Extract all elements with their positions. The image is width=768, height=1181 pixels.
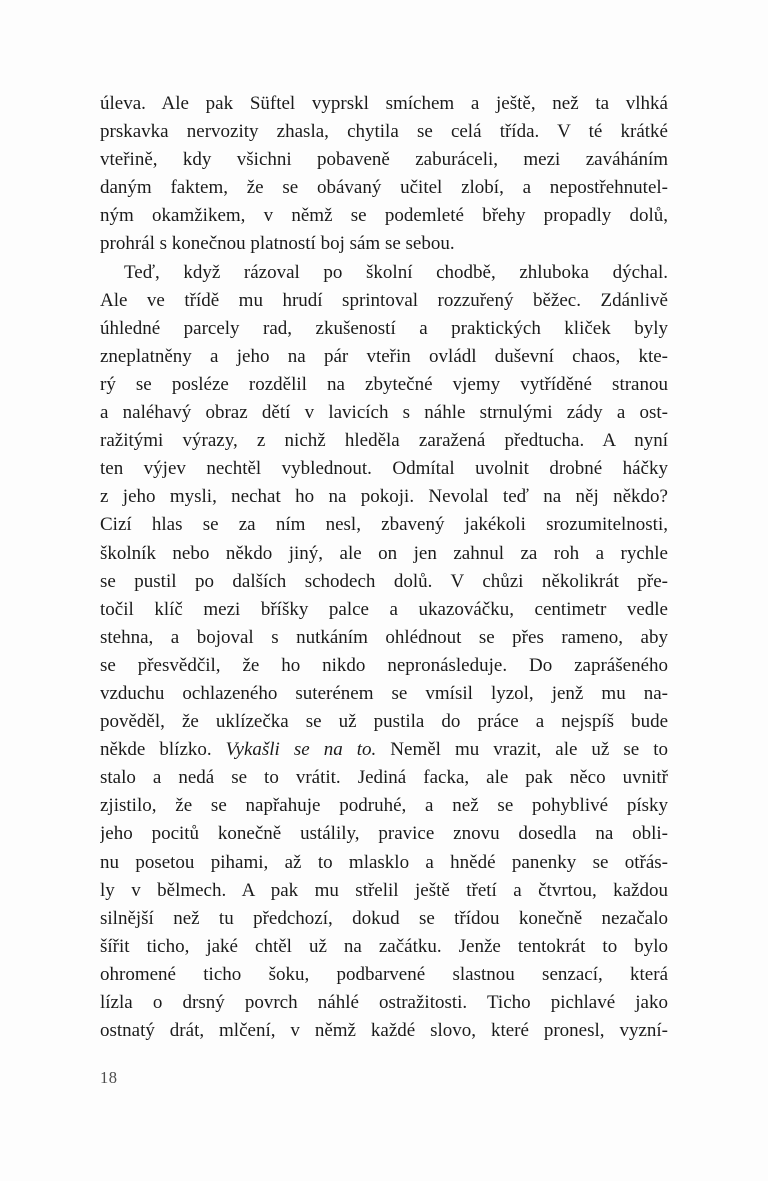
text-segment: vzduchu ochlazeného suterénem se vmísil lyzol, jenž mu na-	[100, 682, 668, 704]
text-segment: ly v bělmech. A pak mu střelil ještě třetí a čtvrtou, každou	[100, 879, 668, 901]
text-segment: lízla o drsný povrch náhlé ostražitosti. Ticho pichlavé jako	[100, 992, 668, 1013]
text-line	[100, 652, 668, 680]
text-segment: pověděl, že uklízečka se už pustila do práce a nejspíš bude	[100, 711, 668, 733]
text-segment: stehna, a bojoval s nutkáním ohlédnout se přes rameno, aby	[100, 626, 668, 648]
text-line	[100, 146, 668, 174]
text-segment: Ale ve třídě mu hrudí sprintoval rozzuřený běžec. Zdánlivě	[100, 289, 668, 311]
text-line	[100, 680, 668, 708]
text-line	[100, 764, 668, 792]
text-line	[100, 343, 668, 371]
text-segment: se přesvědčil, že ho nikdo nepronásleduje. Do zaprášeného	[100, 654, 668, 676]
text-segment-italic: Vykašli se na to.	[225, 739, 377, 761]
text-line	[100, 230, 668, 258]
text-line	[100, 287, 668, 315]
text-segment: daným faktem, že se obávaný učitel zlobí, a nepostřehnutel-	[100, 177, 668, 199]
text-line	[100, 371, 668, 399]
text-line	[100, 877, 668, 905]
text-line	[100, 399, 668, 427]
text-line	[100, 483, 668, 511]
text-segment: Neměl mu vrazit, ale už se to	[376, 739, 668, 761]
text-line	[100, 118, 668, 146]
text-line	[100, 933, 668, 961]
text-segment: točil klíč mezi bříšky palce a ukazováčku, centimetr vedle	[100, 598, 668, 620]
text-segment: rý se posléze rozdělil na zbytečné vjemy vytříděné stranou	[100, 373, 668, 395]
text-segment: ným okamžikem, v němž se podemleté břehy propadly dolů,	[100, 205, 668, 227]
text-segment: a naléhavý obraz dětí v lavicích s náhle strnulými zády a ost-	[100, 402, 668, 424]
text-line	[100, 540, 668, 568]
body-text	[100, 90, 668, 1045]
text-segment: se pustil po dalších schodech dolů. V chůzi několikrát pře-	[100, 570, 668, 592]
text-segment: úleva. Ale pak Süftel vyprskl smíchem a ještě, než ta vlhká	[100, 93, 668, 114]
text-segment: jeho pocitů konečně ustálily, pravice znovu dosedla na obli-	[100, 823, 668, 845]
text-segment: školník nebo někdo jiný, ale on jen zahnul za roh a rychle	[100, 542, 668, 564]
text-line	[100, 511, 668, 539]
text-line	[100, 905, 668, 933]
text-line	[100, 568, 668, 596]
text-segment: nu posetou pihami, až to mlasklo a hnědé panenky se otřás-	[100, 851, 668, 873]
text-segment: někde blízko.	[100, 739, 226, 761]
text-line	[100, 736, 668, 764]
text-line	[100, 792, 668, 820]
text-segment: Cizí hlas se za ním nesl, zbavený jakékoli srozumitelnosti,	[100, 514, 668, 536]
text-line	[100, 427, 668, 455]
text-line	[100, 259, 668, 287]
text-line	[100, 1017, 668, 1045]
text-segment: ostnatý drát, mlčení, v němž každé slovo, které pronesl, vyzní-	[100, 1020, 668, 1042]
text-segment: ohromené ticho šoku, podbarvené slastnou senzací, která	[100, 963, 668, 985]
paragraph	[100, 90, 668, 259]
text-line	[100, 708, 668, 736]
text-segment: vteřině, kdy všichni pobaveně zaburáceli, mezi zaváháním	[100, 149, 668, 171]
text-line	[100, 174, 668, 202]
text-segment: stalo a nedá se to vrátit. Jediná facka, ale pak něco uvnitř	[100, 767, 668, 789]
text-line	[100, 315, 668, 343]
text-line	[100, 989, 668, 1017]
text-segment: ten výjev nechtěl vyblednout. Odmítal uvolnit drobné háčky	[100, 458, 668, 480]
text-line	[100, 202, 668, 230]
text-segment: prskavka nervozity zhasla, chytila se celá třída. V té krátké	[100, 121, 668, 143]
text-line	[100, 820, 668, 848]
text-line	[100, 624, 668, 652]
text-segment: zneplatněny a jeho na pár vteřin ovládl duševní chaos, kte-	[100, 345, 668, 367]
text-segment: z jeho mysli, nechat ho na pokoji. Nevolal teď na něj někdo?	[100, 486, 668, 508]
text-segment: zjistilo, že se napřahuje podruhé, a než se pohyblivé písky	[100, 795, 668, 817]
text-segment: úhledné parcely rad, zkušeností a praktických kliček byly	[100, 317, 668, 339]
text-line	[100, 90, 668, 118]
text-line	[100, 455, 668, 483]
paragraph	[100, 259, 668, 1046]
text-segment: silnější než tu předchozí, dokud se třídou konečně nezačalo	[100, 907, 668, 929]
text-segment: Teď, když rázoval po školní chodbě, zhluboka dýchal.	[124, 261, 668, 283]
page-number: 18	[100, 1068, 118, 1087]
text-line	[100, 849, 668, 877]
text-segment: ražitými výrazy, z nichž hleděla zaražená předtucha. A nyní	[100, 430, 668, 452]
text-segment: prohrál s konečnou platností boj sám se sebou.	[100, 233, 455, 255]
text-segment: šířit ticho, jaké chtěl už na začátku. Jenže tentokrát to bylo	[100, 935, 668, 957]
text-line	[100, 596, 668, 624]
text-line	[100, 961, 668, 989]
